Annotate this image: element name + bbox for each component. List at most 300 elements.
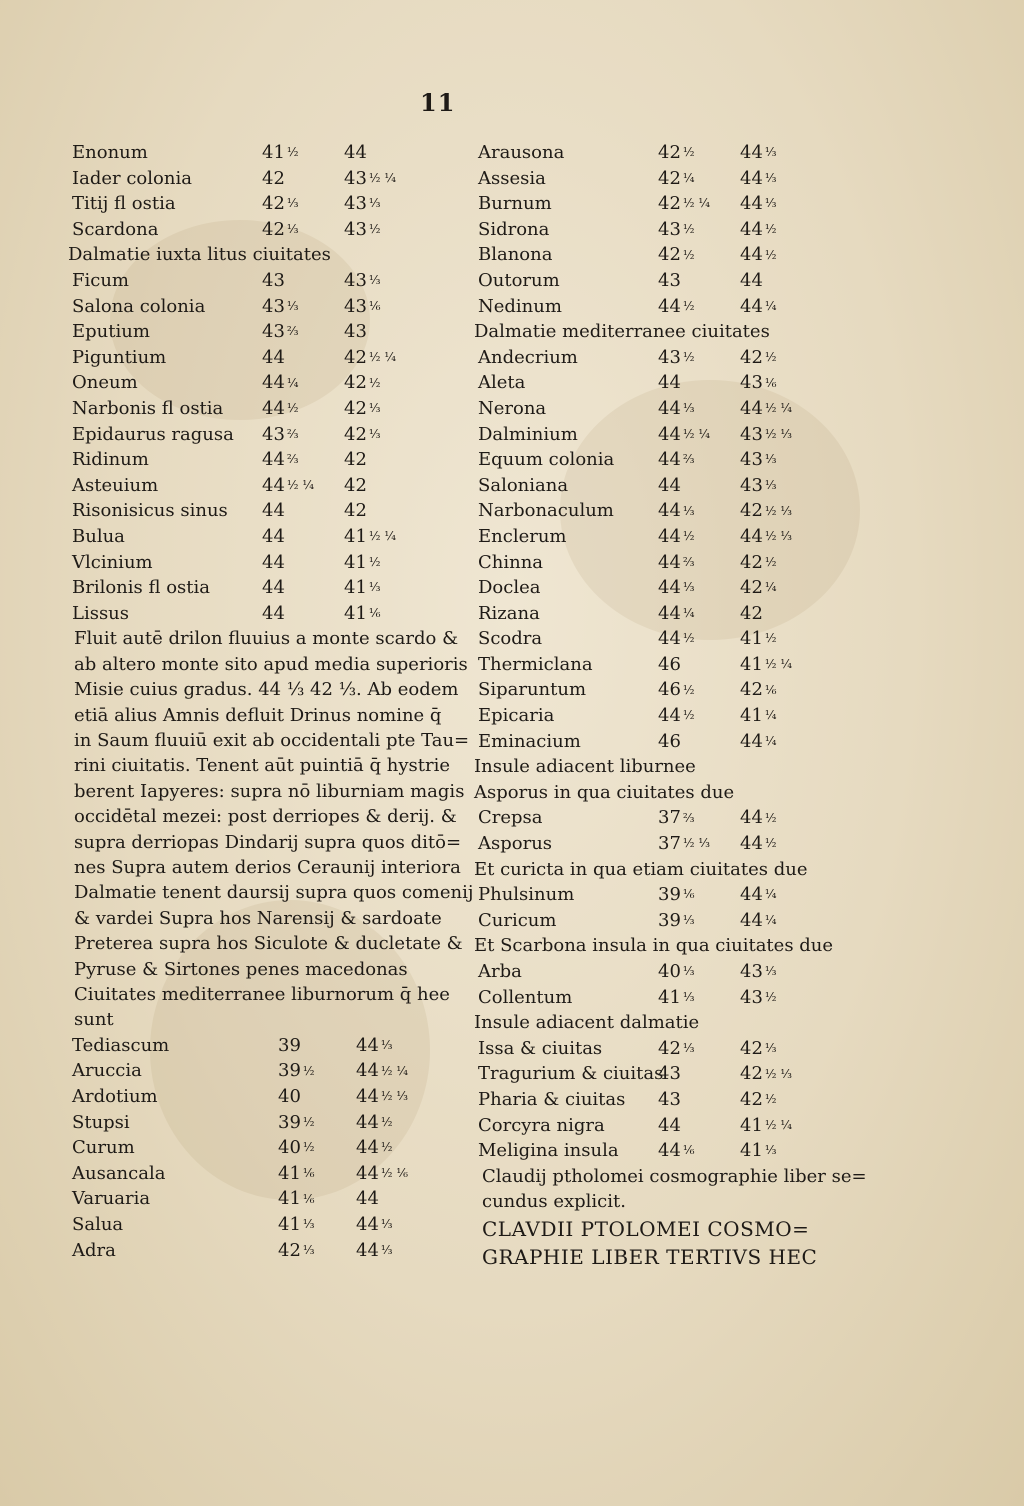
prose-paragraph [64, 626, 474, 1033]
section-heading: Insule adiacent liburnee [474, 756, 696, 778]
latitude-fraction: ⅙ [764, 682, 777, 697]
longitude-cell [658, 166, 695, 192]
latitude-cell [356, 1033, 393, 1059]
latitude-cell [740, 498, 792, 524]
longitude: 39 [658, 884, 681, 906]
latitude-fraction: ½ ¼ [764, 401, 792, 416]
latitude-fraction: ⅓ [368, 426, 381, 441]
longitude-fraction: ⅓ [286, 298, 299, 313]
table-row [470, 601, 840, 627]
longitude-cell [658, 524, 695, 550]
latitude-cell [740, 294, 777, 320]
longitude: 41 [658, 986, 681, 1008]
longitude-cell [658, 191, 710, 217]
place-name: Rizana [478, 602, 540, 624]
place-name: Curicum [478, 909, 557, 931]
text-line: & vardei Supra hos Narensij & sardoate [74, 907, 442, 929]
table-row [470, 831, 840, 857]
longitude-cell [658, 626, 695, 652]
longitude-cell [278, 1135, 315, 1161]
table-row [64, 1135, 434, 1161]
latitude: 42 [344, 449, 367, 471]
latitude-cell [356, 1135, 393, 1161]
latitude-cell [344, 396, 381, 422]
longitude-cell [262, 319, 299, 345]
latitude-cell [344, 140, 369, 166]
longitude-fraction: ⅔ [682, 452, 695, 467]
latitude: 43 [344, 218, 367, 240]
longitude-cell [658, 498, 695, 524]
latitude: 44 [740, 269, 763, 291]
longitude-fraction: ⅓ [682, 1040, 695, 1055]
table-scarbona [470, 959, 840, 1010]
latitude: 44 [356, 1162, 379, 1184]
latitude-cell [356, 1058, 408, 1084]
place-name: Nerona [478, 397, 547, 419]
longitude: 44 [658, 295, 681, 317]
text-line: etiā alius Amnis defluit Drinus nomine q̄ [74, 704, 442, 726]
latitude-cell [356, 1238, 393, 1264]
place-name: Narbonaculum [478, 500, 614, 522]
latitude: 43 [740, 423, 763, 445]
table-row [470, 524, 840, 550]
longitude-fraction: ½ [286, 145, 299, 160]
table-row [470, 703, 840, 729]
latitude: 44 [740, 909, 763, 931]
latitude-fraction: ½ [764, 221, 777, 236]
longitude-cell [658, 422, 710, 448]
place-name: Ausancala [72, 1162, 166, 1184]
table-row [470, 191, 840, 217]
latitude-fraction: ¼ [764, 580, 777, 595]
table-row [64, 498, 434, 524]
book-title-caps [470, 1215, 840, 1271]
table-asporus [470, 805, 840, 856]
longitude: 40 [278, 1085, 301, 1107]
table-row [470, 729, 840, 755]
table-row [64, 1084, 434, 1110]
longitude: 41 [278, 1213, 301, 1235]
longitude: 40 [658, 961, 681, 982]
section-heading: Dalmatie iuxta litus ciuitates [68, 244, 331, 266]
text-line: cundus explicit. [482, 1191, 626, 1213]
table-dalmatie [470, 1036, 840, 1164]
latitude-fraction: ½ ¼ [368, 529, 396, 544]
latitude-cell [356, 1212, 393, 1238]
place-name: Tediascum [72, 1034, 170, 1056]
longitude-fraction: ⅙ [682, 887, 695, 902]
table-row [470, 498, 840, 524]
latitude-fraction: ⅓ [380, 1242, 393, 1257]
latitude-fraction: ½ ⅓ [380, 1089, 408, 1104]
place-name: Aleta [478, 372, 526, 394]
latitude-cell [740, 677, 777, 703]
longitude: 42 [658, 142, 681, 163]
longitude-fraction: ½ [682, 682, 695, 697]
latitude-cell [740, 473, 777, 499]
longitude-cell [262, 140, 299, 166]
table-row [470, 626, 840, 652]
latitude: 41 [740, 705, 763, 727]
table-left-top [64, 140, 434, 242]
latitude: 44 [356, 1239, 379, 1261]
longitude-cell [278, 1186, 315, 1212]
latitude: 42 [344, 346, 367, 368]
latitude: 42 [740, 551, 763, 573]
latitude: 44 [356, 1188, 379, 1210]
latitude: 43 [740, 372, 763, 394]
longitude: 44 [262, 525, 285, 547]
place-name: Arba [478, 961, 522, 982]
section-heading: Dalmatie mediterranee ciuitates [474, 321, 770, 343]
latitude: 44 [356, 1213, 379, 1235]
longitude-fraction: ⅓ [302, 1217, 315, 1232]
latitude: 41 [740, 653, 763, 675]
longitude: 44 [658, 474, 681, 496]
longitude: 43 [262, 423, 285, 445]
place-name: Salona colonia [72, 295, 206, 317]
longitude: 44 [658, 500, 681, 522]
longitude: 43 [262, 321, 285, 343]
latitude: 41 [344, 577, 367, 599]
table-row [470, 985, 840, 1011]
table-row [470, 1061, 840, 1087]
latitude-fraction: ½ ¼ [368, 349, 396, 364]
text-line: in Saum fluuiū exit ab occidentali pte Tau= [74, 729, 470, 751]
table-row [470, 345, 840, 371]
latitude-fraction: ½ ¼ [764, 657, 792, 672]
longitude-fraction: ½ [682, 631, 695, 646]
place-name: Risonisicus sinus [72, 500, 228, 522]
longitude-cell [262, 550, 287, 576]
table-row [470, 1138, 840, 1164]
text-line: nes Supra autem derios Ceraunij interiora [74, 856, 461, 878]
longitude-fraction: ⅙ [302, 1165, 315, 1180]
latitude: 43 [344, 167, 367, 189]
place-name: Siparuntum [478, 679, 587, 701]
latitude-cell [740, 729, 777, 755]
latitude-fraction: ⅓ [368, 196, 381, 211]
longitude-cell [262, 422, 299, 448]
longitude: 39 [658, 909, 681, 931]
latitude: 44 [740, 142, 763, 163]
place-name: Enclerum [478, 525, 567, 547]
place-name: Vlcinium [72, 551, 153, 573]
longitude-fraction: ¼ [286, 375, 299, 390]
latitude-cell [740, 1087, 777, 1113]
longitude-cell [658, 396, 695, 422]
longitude-fraction: ½ [682, 708, 695, 723]
table-row [64, 166, 434, 192]
latitude-fraction: ⅓ [368, 580, 381, 595]
latitude-cell [740, 882, 777, 908]
latitude: 41 [344, 551, 367, 573]
text-line: Ciuitates mediterranee liburnorum q̄ hee [74, 983, 450, 1005]
section-heading: Insule adiacent dalmatie [474, 1012, 700, 1034]
longitude-fraction: ½ [682, 349, 695, 364]
latitude: 41 [344, 602, 367, 624]
table-row [64, 1058, 434, 1084]
longitude-fraction: ½ [302, 1063, 315, 1078]
longitude-cell [278, 1212, 315, 1238]
latitude: 41 [740, 1114, 763, 1136]
place-name: Iader colonia [72, 167, 192, 189]
longitude-cell [658, 575, 695, 601]
longitude-cell [262, 294, 299, 320]
latitude: 44 [740, 807, 763, 829]
latitude-cell [344, 550, 381, 576]
latitude-cell [740, 626, 777, 652]
table-row [470, 959, 840, 985]
latitude: 43 [344, 295, 367, 317]
longitude: 42 [278, 1239, 301, 1261]
latitude-cell [344, 345, 396, 371]
longitude: 41 [278, 1162, 301, 1184]
place-name: Lissus [72, 602, 130, 624]
longitude-fraction: ⅓ [682, 989, 695, 1004]
place-name: Oneum [72, 372, 138, 394]
place-name: Enonum [72, 142, 148, 163]
latitude-fraction: ⅓ [764, 170, 777, 185]
table-row [470, 882, 840, 908]
place-name: Burnum [478, 193, 552, 215]
latitude: 43 [740, 961, 763, 982]
latitude-fraction: ¼ [764, 298, 777, 313]
left-column [64, 140, 474, 1263]
table-row [470, 1036, 840, 1062]
longitude-cell [658, 805, 695, 831]
latitude: 42 [740, 346, 763, 368]
longitude-cell [658, 1087, 683, 1113]
table-row [64, 140, 434, 166]
latitude-fraction: ⅓ [380, 1217, 393, 1232]
text-line: occidētal mezei: post derriopes & derij. & [74, 806, 457, 828]
table-row [64, 1238, 434, 1264]
latitude-cell [740, 166, 777, 192]
longitude-fraction: ⅓ [682, 580, 695, 595]
latitude: 42 [344, 423, 367, 445]
latitude: 41 [344, 525, 367, 547]
table-row [470, 217, 840, 243]
latitude-fraction: ⅓ [380, 1037, 393, 1052]
longitude-cell [262, 166, 287, 192]
longitude: 44 [658, 423, 681, 445]
longitude-cell [658, 1138, 695, 1164]
longitude: 44 [658, 705, 681, 727]
place-name: Crepsa [478, 807, 543, 829]
section-heading: Et Scarbona insula in qua ciuitates due [474, 935, 834, 957]
latitude: 44 [740, 218, 763, 240]
text-line: GRAPHIE LIBER TERTIVS HEC [482, 1244, 818, 1269]
table-row [470, 1113, 840, 1139]
latitude-fraction: ⅙ [368, 605, 381, 620]
longitude: 44 [658, 1114, 681, 1136]
latitude: 44 [356, 1085, 379, 1107]
place-name: Ardotium [72, 1085, 158, 1107]
latitude: 44 [740, 525, 763, 547]
longitude: 44 [262, 346, 285, 368]
latitude-cell [740, 908, 777, 934]
table-row [470, 370, 840, 396]
latitude-cell [740, 959, 777, 985]
text-line: ab altero monte sito apud media superioris [74, 653, 468, 675]
place-name: Dalminium [478, 423, 578, 445]
longitude-fraction: ⅓ [682, 913, 695, 928]
place-name: Adra [72, 1239, 116, 1261]
place-name: Piguntium [72, 346, 167, 368]
table-row [64, 396, 434, 422]
latitude: 42 [740, 1037, 763, 1059]
table-left-bottom [64, 1033, 434, 1263]
longitude-cell [262, 370, 299, 396]
longitude-cell [262, 447, 299, 473]
longitude-cell [658, 985, 695, 1011]
longitude-cell [262, 268, 287, 294]
longitude-fraction: ⅙ [302, 1191, 315, 1206]
longitude: 39 [278, 1034, 301, 1056]
latitude: 43 [344, 269, 367, 291]
latitude-cell [344, 268, 381, 294]
place-name: Stupsi [72, 1111, 130, 1133]
longitude-cell [262, 524, 287, 550]
colophon [470, 1164, 867, 1215]
longitude: 41 [262, 142, 285, 163]
longitude-fraction: ¼ [682, 170, 695, 185]
section-heading: Asporus in qua ciuitates due [474, 781, 735, 803]
latitude-cell [356, 1161, 408, 1187]
longitude: 43 [658, 269, 681, 291]
table-row [470, 575, 840, 601]
latitude: 44 [740, 167, 763, 189]
longitude: 44 [262, 449, 285, 471]
latitude: 41 [740, 628, 763, 650]
longitude-fraction: ⅓ [302, 1242, 315, 1257]
place-name: Brilonis fl ostia [72, 577, 211, 599]
latitude-cell [344, 191, 381, 217]
longitude-cell [658, 294, 695, 320]
longitude-fraction: ⅓ [286, 221, 299, 236]
latitude-fraction: ¼ [764, 708, 777, 723]
table-row [64, 575, 434, 601]
longitude-fraction: ⅓ [286, 196, 299, 211]
latitude-cell [740, 140, 777, 166]
place-name: Varuaria [72, 1188, 151, 1210]
latitude-fraction: ½ [764, 554, 777, 569]
latitude-cell [740, 242, 777, 268]
latitude-cell [740, 1061, 792, 1087]
latitude-fraction: ⅙ [764, 375, 777, 390]
longitude-fraction: ½ ¼ [682, 196, 710, 211]
table-row [64, 370, 434, 396]
table-row [64, 601, 434, 627]
longitude: 42 [658, 1037, 681, 1059]
table-row [470, 652, 840, 678]
table-row [64, 345, 434, 371]
table-row [470, 268, 840, 294]
table-row [64, 550, 434, 576]
longitude: 44 [658, 628, 681, 650]
place-name: Bulua [72, 525, 125, 547]
place-name: Aruccia [72, 1060, 142, 1082]
table-row [470, 677, 840, 703]
latitude-cell [740, 524, 792, 550]
latitude-cell [740, 345, 777, 371]
longitude: 46 [658, 679, 681, 701]
place-name: Sidrona [478, 218, 550, 240]
latitude: 43 [344, 193, 367, 215]
latitude: 42 [740, 602, 763, 624]
table-row [64, 319, 434, 345]
longitude-fraction: ½ [682, 145, 695, 160]
table-row [470, 473, 840, 499]
longitude-fraction: ¼ [682, 605, 695, 620]
longitude: 42 [658, 244, 681, 266]
longitude: 43 [658, 218, 681, 240]
longitude: 44 [262, 474, 285, 496]
table-row [470, 422, 840, 448]
longitude: 44 [658, 1140, 681, 1162]
latitude-fraction: ½ ⅓ [764, 426, 792, 441]
longitude-fraction: ⅓ [682, 964, 695, 979]
place-name: Collentum [478, 986, 573, 1008]
longitude-cell [262, 473, 314, 499]
latitude: 43 [740, 449, 763, 471]
latitude-cell [740, 396, 792, 422]
latitude-cell [740, 217, 777, 243]
latitude-fraction: ¼ [764, 733, 777, 748]
latitude-fraction: ⅓ [764, 1040, 777, 1055]
longitude: 44 [262, 602, 285, 624]
latitude: 44 [740, 730, 763, 752]
latitude-fraction: ¼ [764, 887, 777, 902]
latitude: 42 [740, 500, 763, 522]
table-row [470, 805, 840, 831]
latitude: 42 [740, 1063, 763, 1085]
place-name: Pharia & ciuitas [478, 1088, 626, 1110]
longitude: 42 [658, 193, 681, 215]
latitude-fraction: ⅓ [764, 145, 777, 160]
place-name: Asteuium [72, 474, 159, 496]
table-row [64, 473, 434, 499]
latitude-cell [344, 524, 396, 550]
longitude-cell [658, 652, 683, 678]
longitude: 43 [658, 346, 681, 368]
place-name: Corcyra nigra [478, 1114, 605, 1136]
longitude: 42 [262, 167, 285, 189]
longitude: 44 [658, 551, 681, 573]
longitude-fraction: ½ [682, 298, 695, 313]
longitude-cell [658, 345, 695, 371]
text-line: Pyruse & Sirtones penes macedonas [74, 958, 408, 980]
longitude-fraction: ½ [682, 529, 695, 544]
place-name: Eminacium [478, 730, 581, 752]
table-row [64, 294, 434, 320]
longitude-fraction: ½ ⅓ [682, 836, 710, 851]
latitude-cell [740, 1138, 777, 1164]
longitude-fraction: ½ [286, 401, 299, 416]
longitude-cell [278, 1033, 303, 1059]
table-row [64, 1212, 434, 1238]
latitude: 44 [740, 295, 763, 317]
latitude: 42 [344, 474, 367, 496]
place-name: Assesia [478, 167, 546, 189]
latitude-cell [740, 652, 792, 678]
place-name: Scardona [72, 218, 159, 240]
latitude-fraction: ½ ¼ [764, 1117, 792, 1132]
text-line: Claudij ptholomei cosmographie liber se= [482, 1165, 867, 1187]
place-name: Eputium [72, 321, 150, 343]
longitude-cell [262, 601, 287, 627]
